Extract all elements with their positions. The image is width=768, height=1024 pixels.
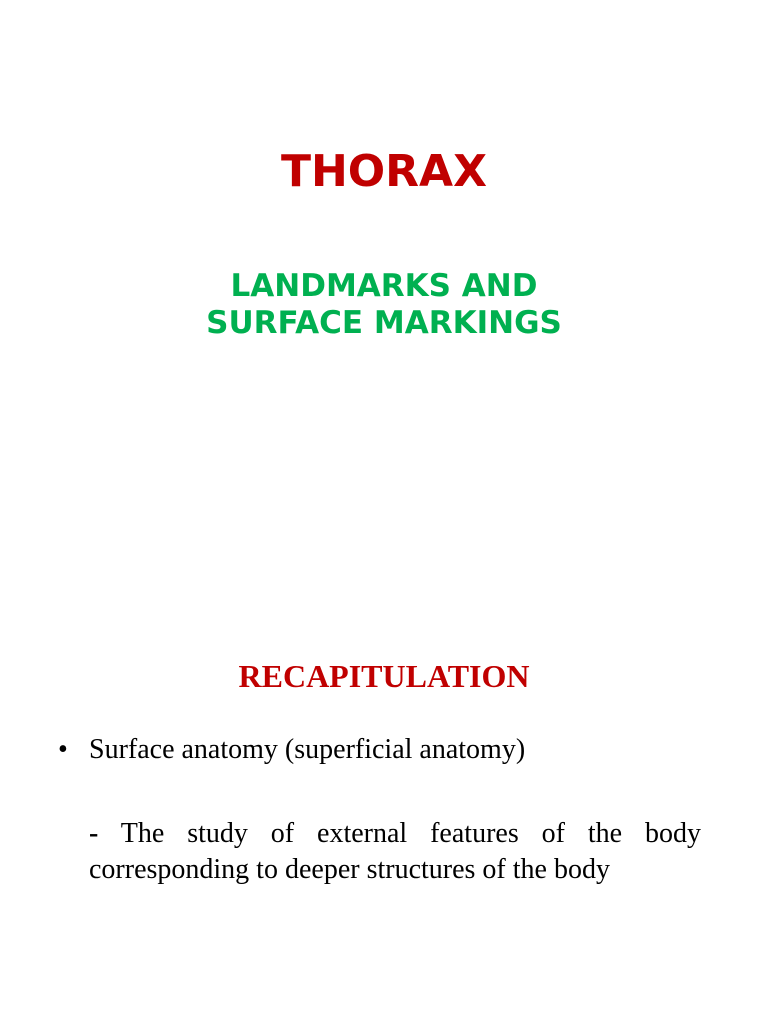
subtitle-line-1: LANDMARKS AND <box>230 268 538 304</box>
description-paragraph <box>89 816 701 888</box>
content-slide <box>0 512 768 1024</box>
bullet-text: Surface anatomy (superficial anatomy) <box>89 734 526 765</box>
slide-subtitle <box>0 268 768 342</box>
description-text: The study of external features of the body corresponding to deeper structures of the body <box>89 818 701 885</box>
slide-title: THORAX <box>280 146 488 197</box>
bullet-item <box>58 732 708 768</box>
subtitle-line-2: SURFACE MARKINGS <box>206 305 562 341</box>
bullet-icon: • <box>58 734 68 765</box>
description-dash: - <box>89 818 99 849</box>
bullet-list <box>58 732 708 768</box>
section-heading: RECAPITULATION <box>238 658 530 694</box>
